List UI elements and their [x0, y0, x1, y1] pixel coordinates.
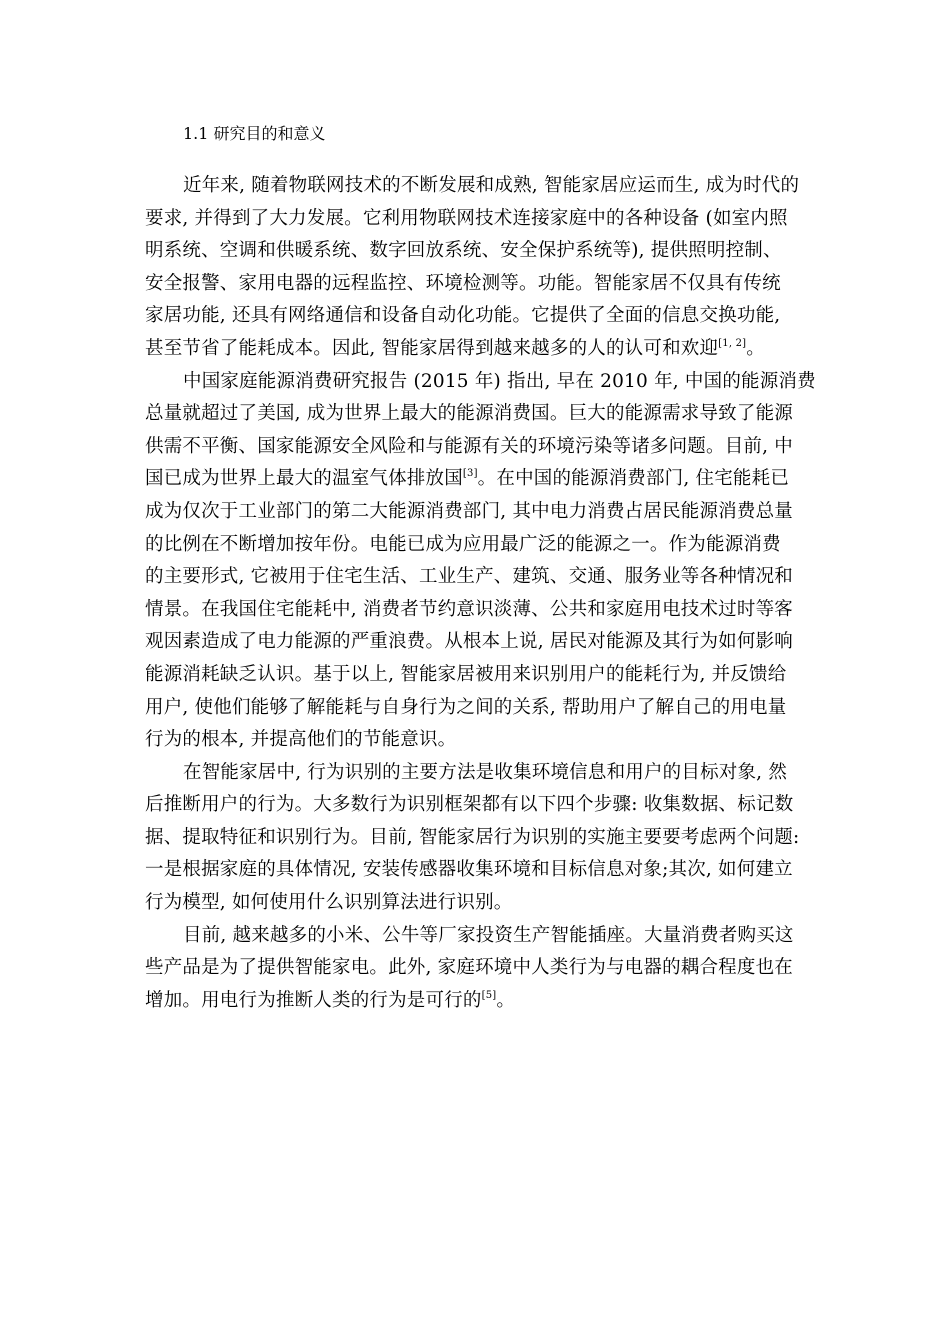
paragraph-line: 家居功能, 还具有网络通信和设备自动化功能。它提供了全面的信息交换功能,	[145, 305, 781, 327]
paragraph-1	[145, 170, 809, 366]
document-page	[145, 120, 816, 1017]
paragraph-line-with-citation	[145, 463, 809, 496]
paragraph-line: 的主要形式, 它被用于住宅生活、工业生产、建筑、交通、服务业等各种情况和	[145, 566, 793, 588]
paragraph-line: 明系统、空调和供暖系统、数字回放系统、安全保护系统等), 提供照明控制、	[145, 240, 782, 262]
paragraph-line: 供需不平衡、国家能源安全风险和与能源有关的环境污染等诸多问题。目前, 中	[145, 435, 793, 457]
citation-ref: [5]	[481, 989, 497, 1001]
paragraph-line: 能源消耗缺乏认识。基于以上, 智能家居被用来识别用户的能耗行为, 并反馈给	[145, 663, 787, 685]
paragraph-line: 些产品是为了提供智能家电。此外, 家庭环境中人类行为与电器的耦合程度也在	[145, 957, 793, 979]
paragraph-line-with-citation	[145, 985, 809, 1018]
paragraph-text: 。	[496, 989, 516, 1011]
paragraph-2	[145, 366, 816, 757]
paragraph-line: 情景。在我国住宅能耗中, 消费者节约意识淡薄、公共和家庭用电技术过时等客	[145, 598, 793, 620]
paragraph-line: 的比例在不断增加按年份。电能已成为应用最广泛的能源之一。作为能源消费	[145, 533, 781, 555]
paragraph-line: 据、提取特征和识别行为。目前, 智能家居行为识别的实施主要要考虑两个问题:	[145, 826, 800, 848]
paragraph-text: 甚至节省了能耗成本。因此, 智能家居得到越来越多的人的认可和欢迎	[145, 337, 719, 359]
paragraph-text: 。在中国的能源消费部门, 住宅能耗已	[477, 468, 790, 490]
paragraph-line: 用户, 使他们能够了解能耗与自身行为之间的关系, 帮助用户了解自己的用电量	[145, 696, 787, 718]
paragraph-line: 近年来, 随着物联网技术的不断发展和成熟, 智能家居应运而生, 成为时代的	[183, 175, 800, 196]
paragraph-text: 国已成为世界上最大的温室气体排放国	[145, 468, 463, 490]
paragraph-line-with-citation	[145, 333, 809, 366]
paragraph-line: 成为仅次于工业部门的第二大能源消费部门, 其中电力消费占居民能源消费总量	[145, 500, 793, 522]
paragraph-line: 行为模型, 如何使用什么识别算法进行识别。	[145, 892, 513, 914]
section-heading: 1.1 研究目的和意义	[183, 124, 326, 143]
paragraph-line: 一是根据家庭的具体情况, 安装传感器收集环境和目标信息对象;其次, 如何建立	[145, 859, 793, 881]
paragraph-3	[145, 757, 809, 920]
paragraph-line: 安全报警、家用电器的远程监控、环境检测等。功能。智能家居不仅具有传统	[145, 272, 781, 294]
paragraph-line: 行为的根本, 并提高他们的节能意识。	[145, 729, 457, 751]
paragraph-line: 观因素造成了电力能源的严重浪费。从根本上说, 居民对能源及其行为如何影响	[145, 631, 793, 653]
paragraph-text: 增加。用电行为推断人类的行为是可行的	[145, 989, 482, 1011]
citation-ref: [1, 2]	[718, 337, 747, 349]
paragraph-line: 要求, 并得到了大力发展。它利用物联网技术连接家庭中的各种设备 (如室内照	[145, 207, 788, 229]
paragraph-line: 中国家庭能源消费研究报告 (2015 年) 指出, 早在 2010 年, 中国的能源消费	[183, 370, 816, 392]
paragraph-4	[145, 920, 809, 1018]
paragraph-text: 。	[746, 337, 765, 359]
paragraph-line: 在智能家居中, 行为识别的主要方法是收集环境信息和用户的目标对象, 然	[183, 761, 788, 783]
paragraph-line: 后推断用户的行为。大多数行为识别框架都有以下四个步骤: 收集数据、标记数	[145, 794, 794, 816]
paragraph-line: 总量就超过了美国, 成为世界上最大的能源消费国。巨大的能源需求导致了能源	[145, 403, 793, 425]
citation-ref: [3]	[462, 468, 478, 480]
paragraph-line: 目前, 越来越多的小米、公牛等厂家投资生产智能插座。大量消费者购买这	[183, 924, 794, 946]
